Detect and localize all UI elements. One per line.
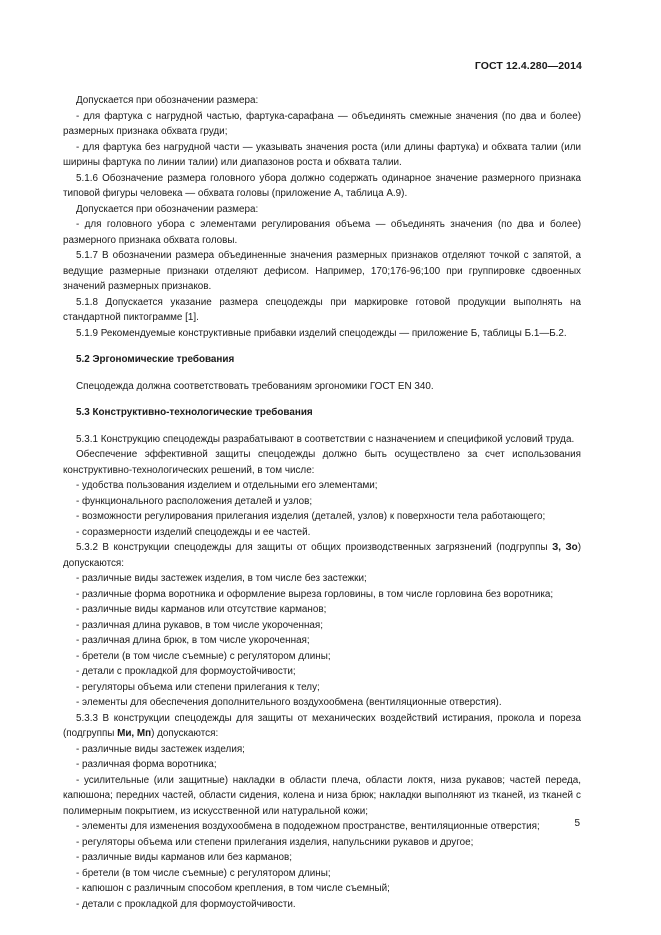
list-item: - капюшон с различным способом крепления, в том числе съемный;: [76, 883, 390, 894]
paragraph: Допускается при обозначении размера:: [76, 203, 259, 215]
list-item: - бретели (в том числе съемные) с регулятором длины;: [76, 650, 331, 662]
list-item: - возможности регулирования прилегания изделия (деталей, узлов) к поверхности тела работающего;: [76, 511, 546, 522]
list-item: - для головного убора с элементами регулирования объема — объединять значения (по два и более) размерного признака обхвата головы.: [63, 219, 581, 246]
paragraph: Допускается при обозначении размера:: [76, 95, 259, 106]
clause-5-1-7: 5.1.7 В обозначении размера объединенные значения размерных признаков отделяют точкой с запятой, а ведущие размерные признаки отделяют дефисом. Например, 170;176-96;100 при группировке сдвоенных значений размерных признаков.: [63, 250, 581, 292]
clause-5-3-1: 5.3.1 Конструкцию спецодежды разрабатывают в соответствии с назначением и спецификой условий труда.: [76, 433, 575, 445]
list-item: - элементы для изменения воздухообмена в пододежном пространстве, вентиляционные отверстия;: [76, 821, 540, 832]
section-heading-5-3: 5.3 Конструктивно-технологические требования: [76, 407, 313, 418]
document-body: [63, 93, 581, 912]
list-item: - различные виды застежек изделия, в том числе без застежки;: [76, 573, 367, 584]
list-item: - для фартука без нагрудной части — указывать значения роста (или длины фартука) и обхвата талии (или ширины фартука по линии талии) или диапазонов роста и обхвата талии.: [63, 141, 581, 168]
clause-5-3-3-intro: 5.3.3 В конструкции спецодежды для защиты от механических воздействий истирания, прокола и пореза (подгруппы: [63, 712, 581, 739]
list-item: - усилительные (или защитные) накладки в области плеча, области локтя, низа рукавов; частей переда, капюшона; передних частей, области сидения, колена и низа брюк; накладки выполняют из тканей, из тканей с полимерным покрытием, из искусственной или натуральной кожи;: [63, 774, 581, 817]
clause-5-1-6: 5.1.6 Обозначение размера головного убора должно содержать одинарное значение размерного признака типовой фигуры человека — обхвата головы (приложение А, таблица А.9).: [63, 172, 581, 199]
page-number: 5: [574, 818, 580, 829]
list-item: - бретели (в том числе съемные) с регулятором длины;: [76, 867, 331, 879]
list-item: - функционального расположения деталей и узлов;: [76, 495, 313, 507]
clause-5-3-2-tail: ) допускаются:: [63, 542, 581, 569]
list-item: - соразмерности изделий спецодежды и ее частей.: [76, 526, 311, 538]
clause-5-1-9: 5.1.9 Рекомендуемые конструктивные прибавки изделий спецодежды — приложение Б, таблицы Б.1—Б.2.: [76, 327, 567, 339]
list-item: - детали с прокладкой для формоустойчивости;: [76, 666, 296, 677]
subgroup-codes: З, Зо: [552, 542, 578, 553]
list-item: - различные виды карманов или отсутствие карманов;: [76, 604, 327, 615]
section-5-2-text: Спецодежда должна соответствовать требованиям эргономики ГОСТ EN 340.: [76, 380, 434, 392]
list-item: - удобства пользования изделием и отдельными его элементами;: [76, 480, 378, 491]
list-item: - различные форма воротника и оформление выреза горловины, в том числе горловина без воротника;: [76, 588, 554, 600]
list-item: - различная форма воротника;: [76, 759, 217, 770]
list-item: - регуляторы объема или степени прилегания к телу;: [76, 681, 320, 693]
list-item: - детали с прокладкой для формоустойчивости.: [76, 898, 296, 910]
paragraph: Обеспечение эффективной защиты спецодежды должно быть осуществлено за счет использования конструктивно-технологических решений, в том числе:: [63, 449, 581, 476]
section-heading-5-2: 5.2 Эргономические требования: [76, 354, 235, 365]
clause-5-3-2-intro: 5.3.2 В конструкции спецодежды для защиты от общих производственных загрязнений (подгруппы: [76, 542, 553, 553]
clause-5-3-2: [63, 540, 581, 571]
clause-5-1-8: 5.1.8 Допускается указание размера спецодежды при маркировке готовой продукции выполнять на стандартной пиктограмме [1].: [63, 296, 581, 323]
list-item: - различные виды карманов или без карманов;: [76, 852, 293, 863]
subgroup-codes: Ми, Мп: [117, 728, 152, 739]
list-item: - различные виды застежек изделия;: [76, 743, 245, 755]
list-item: - для фартука с нагрудной частью, фартука-сарафана — объединять смежные значения (по два и более) размерных признака обхвата груди;: [63, 110, 581, 137]
list-item: - различная длина брюк, в том числе укороченная;: [76, 635, 310, 646]
list-item: - различная длина рукавов, в том числе укороченная;: [76, 619, 323, 631]
document-header: ГОСТ 12.4.280—2014: [474, 60, 582, 72]
list-item: - регуляторы объема или степени прилегания изделия, напульсники рукавов и другое;: [76, 836, 474, 848]
list-item: - элементы для обеспечения дополнительного воздухообмена (вентиляционные отверстия).: [76, 697, 502, 708]
clause-5-3-3: [63, 711, 581, 742]
clause-5-3-3-tail: ) допускаются:: [151, 728, 219, 739]
